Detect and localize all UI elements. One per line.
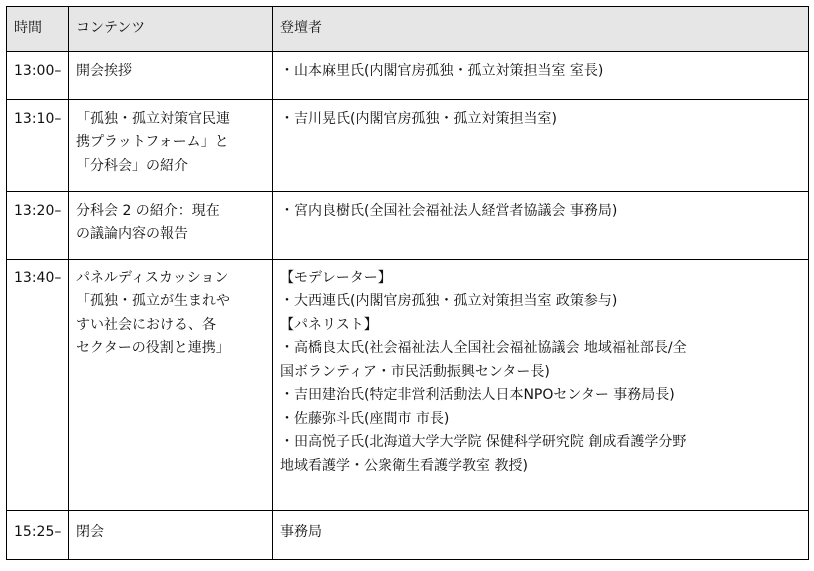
content-line: すい社会における、各	[76, 316, 216, 333]
content-line: 「分科会」の紹介	[76, 157, 188, 174]
panelist-heading: 【パネリスト】	[280, 316, 378, 333]
program-schedule-table	[6, 6, 809, 560]
time-cell: 13:00–	[7, 51, 69, 99]
content-cell	[69, 99, 273, 191]
content-line: 携プラットフォーム」と	[76, 134, 229, 150]
content-line: 分科会 2 の紹介：現在	[76, 202, 220, 219]
table-row	[7, 259, 809, 510]
content-line: 閉会	[76, 523, 104, 540]
speaker-cell	[273, 510, 809, 559]
content-cell	[69, 259, 273, 510]
content-cell	[69, 191, 273, 259]
time-cell: 13:10–	[7, 99, 69, 191]
header-speaker: 登壇者	[273, 7, 809, 52]
header-row	[7, 7, 809, 52]
speaker-line: ・宮内良樹氏(全国社会福祉法人経営者協議会 事務局)	[280, 202, 618, 219]
content-line: 「孤独・孤立対策官民連	[76, 110, 230, 127]
content-line: の議論内容の報告	[76, 226, 188, 242]
time-cell: 15:25–	[7, 510, 69, 559]
content-line: セクターの役割と連携」	[76, 340, 230, 356]
header-content: コンテンツ	[69, 7, 273, 52]
content-line: パネルディスカッション	[76, 269, 229, 286]
table-row	[7, 99, 809, 191]
speaker-line: 地域看護学・公衆衛生看護学教室 教授)	[280, 457, 528, 474]
speaker-line: ・大西連氏(内閣官房孤独・孤立対策担当室 政策参与)	[280, 293, 618, 309]
time-cell: 13:40–	[7, 259, 69, 510]
speaker-cell	[273, 99, 809, 191]
speaker-line: ・高橋良太氏(社会福祉法人全国社会福祉協議会 地域福祉部長/全	[280, 340, 687, 356]
speaker-cell	[273, 191, 809, 259]
content-cell	[69, 510, 273, 559]
speaker-line: ・吉川晃氏(内閣官房孤独・孤立対策担当室)	[280, 110, 557, 127]
speaker-line: 国ボランティア・市民活動振興センター長)	[280, 363, 550, 380]
speaker-line: 事務局	[280, 523, 322, 540]
speaker-line: ・山本麻里氏(内閣官房孤独・孤立対策担当室 室長)	[280, 62, 604, 79]
table-row	[7, 51, 809, 99]
content-line: 開会挨拶	[76, 62, 132, 79]
speaker-line: ・佐藤弥斗氏(座間市 市長)	[280, 410, 450, 427]
speaker-line: ・田高悦子氏(北海道大学大学院 保健科学研究院 創成看護学分野	[280, 434, 687, 450]
content-cell	[69, 51, 273, 99]
content-line: 「孤独・孤立が生まれや	[76, 293, 230, 309]
moderator-heading: 【モデレーター】	[280, 269, 392, 286]
time-cell: 13:20–	[7, 191, 69, 259]
header-time: 時間	[7, 7, 69, 52]
speaker-cell	[273, 51, 809, 99]
table-row	[7, 510, 809, 559]
speaker-line: ・吉田建治氏(特定非営利活動法人日本NPOセンター 事務局長)	[280, 387, 675, 403]
table-row	[7, 191, 809, 259]
speaker-cell	[273, 259, 809, 510]
